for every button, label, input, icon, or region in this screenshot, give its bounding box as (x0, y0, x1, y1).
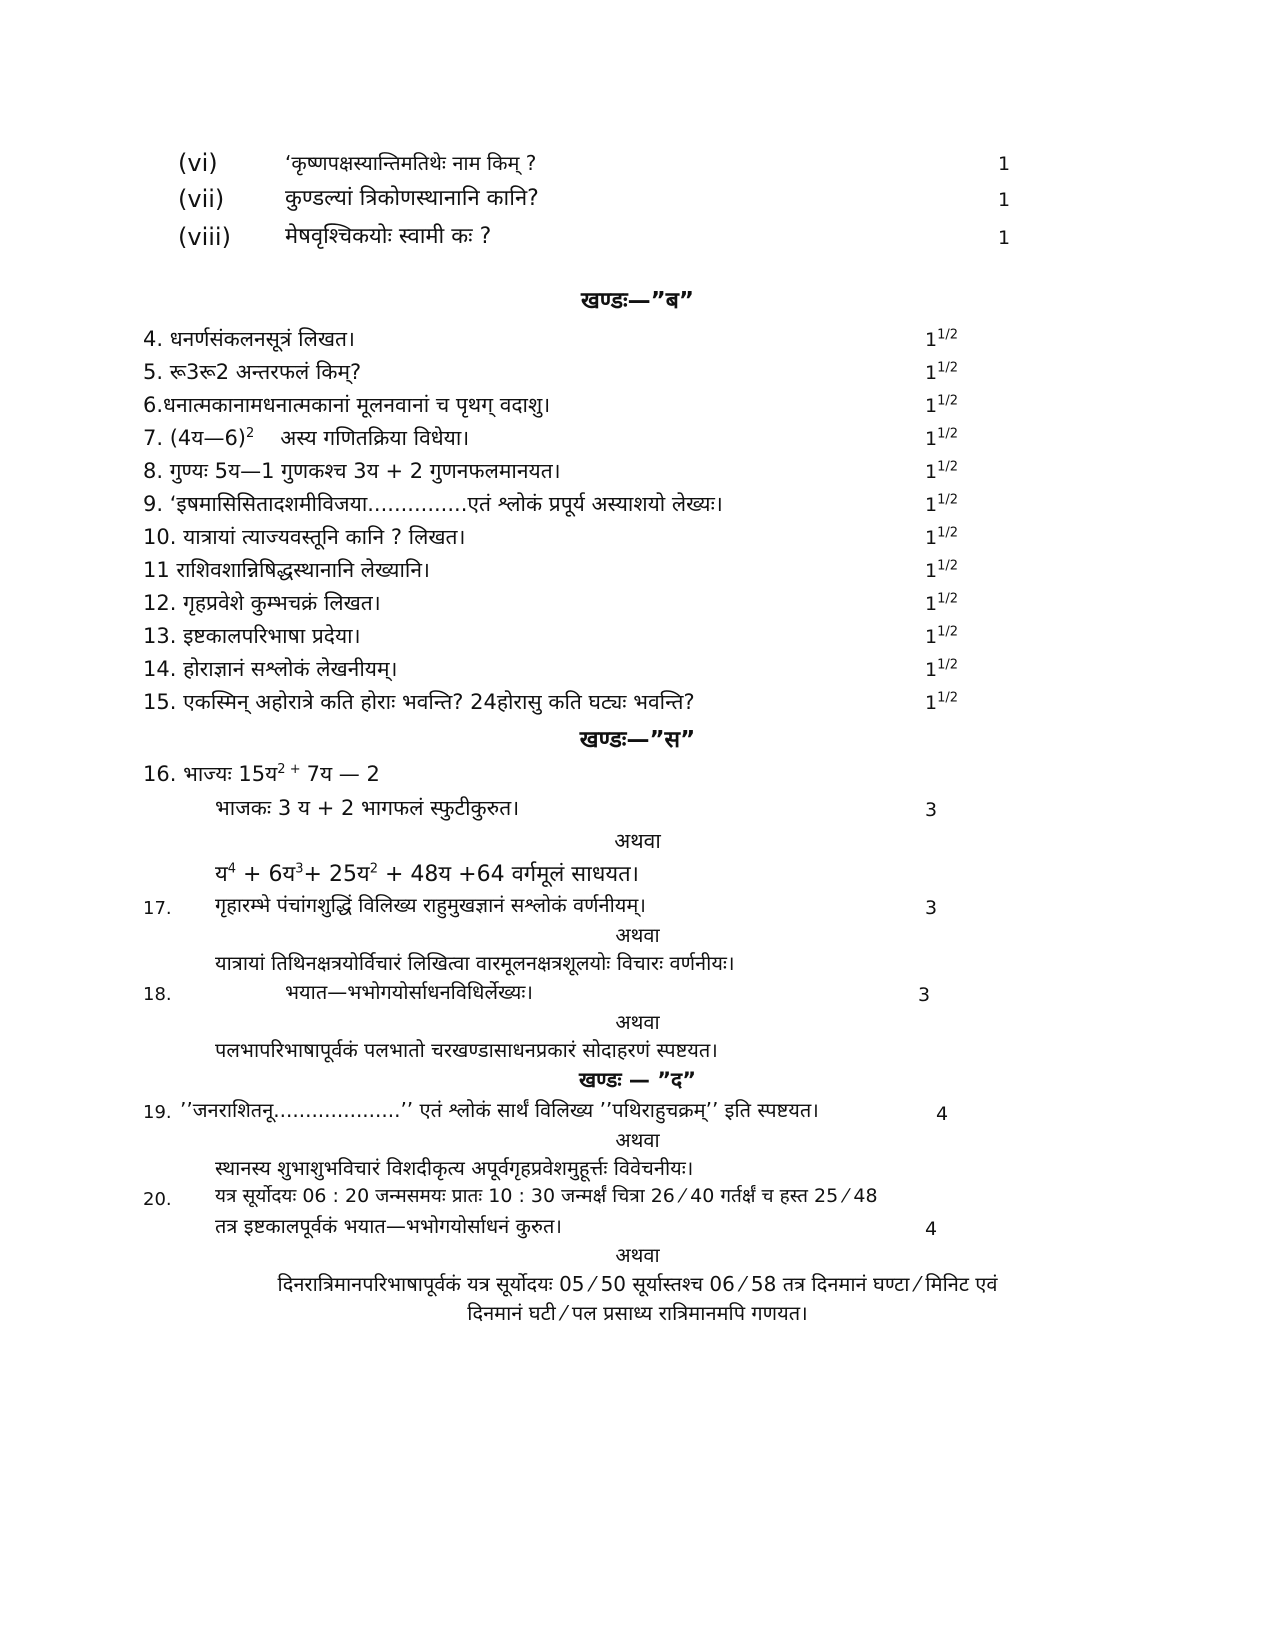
question-19: ’’जनराशितनू....................’’ एतं श्लोकं सार्थं विलिख्य ’’पथिराहुचक्रम्’’ इति स्पष्टयत। (180, 1098, 819, 1122)
question-13: 13. इष्टकालपरिभाषा प्रदेया। (143, 624, 361, 648)
q-vii-text: कुण्डल्यां त्रिकोणस्थानानि कानि? (285, 186, 539, 211)
marks-q4: $1^{1/2}$ (925, 327, 959, 351)
question-10: 10. यात्रायां त्याज्यवस्तूनि कानि ? लिखत। (143, 525, 466, 549)
marks-q13: $1^{1/2}$ (925, 624, 959, 648)
marks-q8: $1^{1/2}$ (925, 459, 959, 483)
question-20-line2: तत्र इष्टकालपूर्वकं भयात—भभोगयोर्साधनं कुरुत। (215, 1214, 562, 1238)
marks-q14: $1^{1/2}$ (925, 657, 959, 681)
section-d-heading: खण्डः — ”द” (578, 1068, 696, 1092)
marks-q11: $1^{1/2}$ (925, 558, 959, 582)
q-vii-number: (vii) (178, 185, 225, 213)
question-9: 9. ‘इषमासिसितादशमीविजया...............एतं श्लोकं प्रपूर्य अस्याशयो लेख्यः। (143, 492, 723, 516)
or-separator-19: अथवा (615, 1128, 660, 1152)
question-18-number: 18. (143, 984, 172, 1005)
or-separator-18: अथवा (615, 1010, 660, 1034)
question-20-line1: यत्र सूर्योदयः 06 : 20 जन्मसमयः प्रातः 10 : 30 जन्मर्क्षं चित्रा 26 ⁄ 40 गर्तर्क्षं च हस्त 25 ⁄ 48 (215, 1185, 878, 1207)
question-17-alternative: यात्रायां तिथिनक्षत्रयोर्विचारं लिखित्वा वारमूलनक्षत्रशूलयोः विचारः वर्णनीयः। (215, 951, 735, 975)
or-separator-16: अथवा (614, 829, 661, 853)
question-7 (143, 426, 469, 450)
question-18: भयात—भभोगयोर्साधनविधिर्लेख्यः। (285, 980, 533, 1004)
q-viii-text: मेषवृश्चिकयोः स्वामी कः ? (285, 224, 492, 249)
marks-q18: 3 (918, 984, 931, 1006)
q-vi-number: (vi) (178, 149, 218, 177)
q-viii-number: (viii) (178, 223, 231, 251)
question-16-line2: भाजकः 3 य + 2 भागफलं स्फुटीकुरुत। (215, 796, 520, 820)
q-vii-marks: 1 (998, 189, 1011, 211)
question-12: 12. गृहप्रवेशे कुम्भचक्रं लिखत। (143, 591, 381, 615)
marks-q7: $1^{1/2}$ (925, 426, 959, 450)
question-20-number: 20. (143, 1189, 172, 1210)
marks-q19: 4 (936, 1103, 949, 1125)
marks-q12: $1^{1/2}$ (925, 591, 959, 615)
or-separator-17: अथवा (615, 923, 660, 947)
section-c-heading: खण्डः—”स” (579, 727, 696, 753)
marks-q15: $1^{1/2}$ (925, 690, 959, 714)
question-20-alternative-line2: दिनमानं घटी ⁄ पल प्रसाध्य रात्रिमानमपि गणयत। (467, 1301, 808, 1325)
question-15: 15. एकस्मिन् अहोरात्रे कति होराः भवन्ति? 24होरासु कति घट्यः भवन्ति? (143, 690, 695, 714)
question-19-number: 19. (143, 1102, 172, 1123)
question-19-alternative: स्थानस्य शुभाशुभविचारं विशदीकृत्य अपूर्वगृहप्रवेशमुहूर्त्तः विवेचनीयः। (215, 1156, 694, 1180)
marks-q17: 3 (925, 897, 938, 919)
question-6: 6.धनात्मकानामधनात्मकानां मूलनवानां च पृथग् वदाशु। (143, 393, 551, 417)
question-8: 8. गुण्यः 5य—1 गुणकश्च 3य + 2 गुणनफलमानयत। (143, 459, 561, 483)
or-separator-20: अथवा (615, 1243, 660, 1267)
question-14: 14. होराज्ञानं सश्लोकं लेखनीयम्। (143, 657, 398, 681)
q7-rest: अस्य गणितक्रिया विधेया। (280, 426, 470, 450)
q-vi-marks: 1 (998, 153, 1011, 175)
marks-q9: $1^{1/2}$ (925, 492, 959, 516)
marks-q10: $1^{1/2}$ (925, 525, 959, 549)
section-b-heading: खण्डः—”ब” (580, 288, 695, 314)
question-4: 4. धनर्णसंकलनसूत्रं लिखत। (143, 327, 355, 351)
question-17-number: 17. (143, 898, 172, 919)
question-5: 5. रू3रू2 अन्तरफलं किम्? (143, 360, 362, 384)
question-16: 16. भाज्यः 15य$^{2 +}$ 7य — 2 (143, 762, 380, 786)
question-11: 11 राशिवशान्निषिद्धस्थानानि लेख्यानि। (143, 558, 430, 582)
q-viii-marks: 1 (998, 227, 1011, 249)
question-17: गृहारम्भे पंचांगशुद्धिं विलिख्य राहुमुखज्ञानं सश्लोकं वर्णनीयम्। (215, 893, 646, 917)
question-20-alternative-line1: दिनरात्रिमानपरिभाषापूर्वकं यत्र सूर्योदयः 05 ⁄ 50 सूर्यास्तश्च 06 ⁄ 58 तत्र दिनमानं घण्टा ⁄ मिनिट एवं (277, 1272, 998, 1296)
question-18-alternative: पलभापरिभाषापूर्वकं पलभातो चरखण्डासाधनप्रकारं सोदाहरणं स्पष्टयत। (215, 1038, 718, 1062)
marks-q16: 3 (925, 799, 938, 821)
q7-base: 7. (4य—6) (143, 426, 246, 450)
q7-exponent: 2 (246, 426, 255, 441)
question-16-alternative: य$^4$ + 6य$^3$+ 25य$^2$ + 48य +64 वर्गमूलं साधयत। (215, 861, 639, 887)
marks-q6: $1^{1/2}$ (925, 393, 959, 417)
q-vi-text: ‘कृष्णपक्षस्यान्तिमतिथेः नाम किम् ? (285, 151, 537, 175)
marks-q20: 4 (925, 1218, 938, 1240)
marks-q5: $1^{1/2}$ (925, 360, 959, 384)
